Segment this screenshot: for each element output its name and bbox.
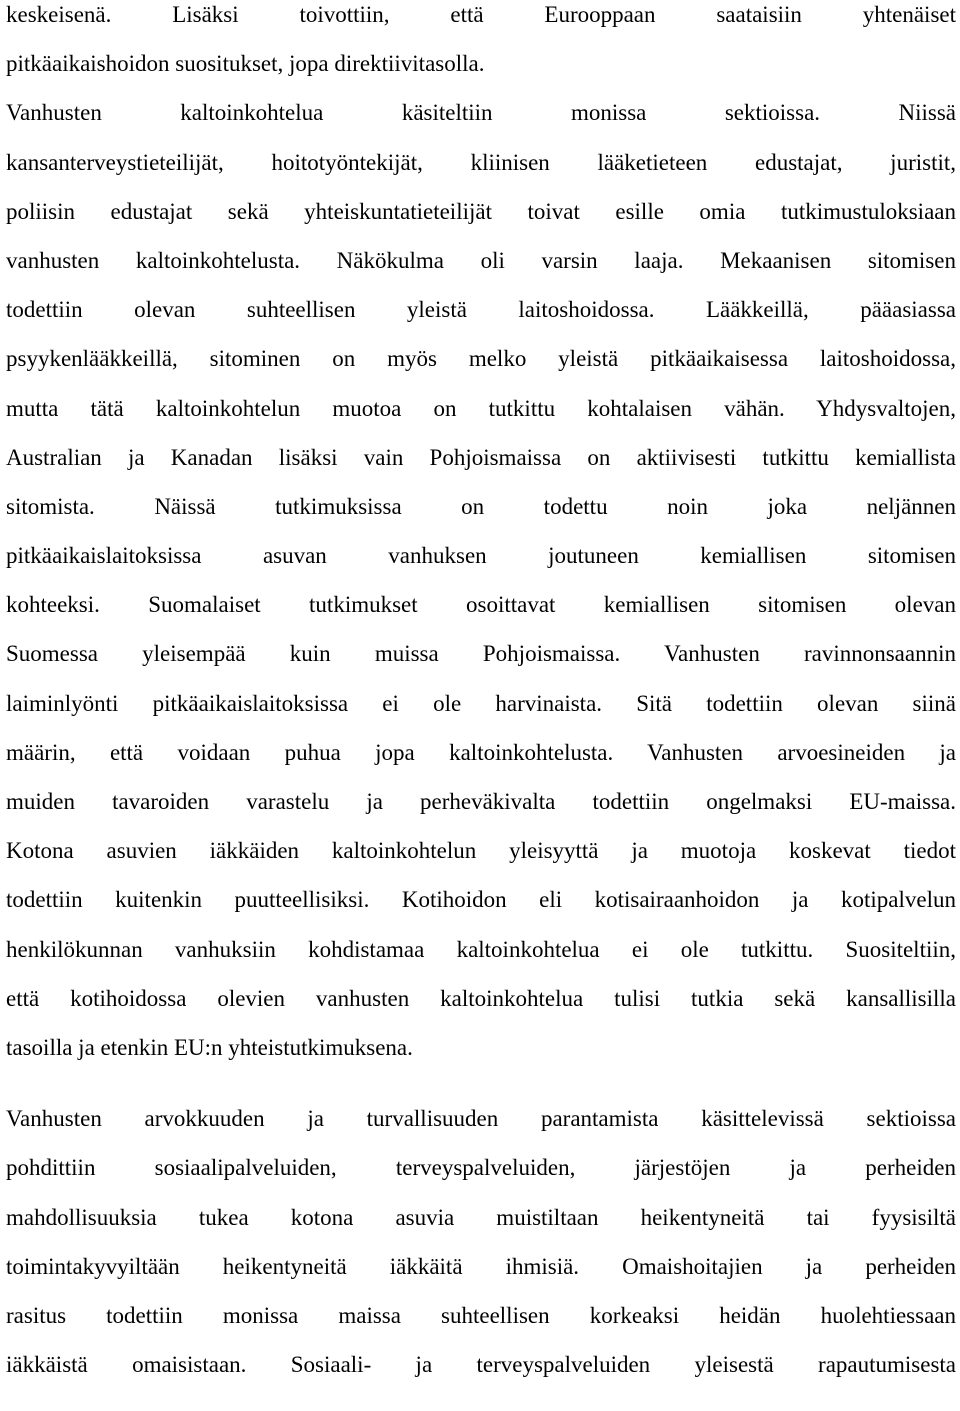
text-line: kansanterveystieteilijät, hoitotyöntekijät, kliinisen lääketieteen edustajat, juristit, <box>6 149 956 175</box>
text-line: todettiin olevan suhteellisen yleistä laitoshoidossa. Lääkkeillä, pääasiassa <box>6 297 956 323</box>
text-line: pitkäaikaishoidon suositukset, jopa direktiivitasolla. <box>6 51 485 77</box>
text-line: keskeisenä. Lisäksi toivottiin, että Eurooppaan saataisiin yhtenäiset <box>6 2 956 27</box>
text-line: poliisin edustajat sekä yhteiskuntatieteilijät toivat esille omia tutkimustuloksiaan <box>6 198 956 224</box>
paragraph-1 <box>6 0 956 98</box>
paragraph-gap <box>6 1082 956 1104</box>
text-line: iäkkäistä omaisistaan. Sosiaali- ja terveyspalveluiden yleisestä rapautumisesta <box>6 1352 956 1378</box>
text-line: henkilökunnan vanhuksiin kohdistamaa kaltoinkohtelua ei ole tutkittu. Suositeltiin, <box>6 936 956 962</box>
text-line: pitkäaikaislaitoksissa asuvan vanhuksen joutuneen kemiallisen sitomisen <box>6 543 956 569</box>
text-line: vanhusten kaltoinkohtelusta. Näkökulma oli varsin laaja. Mekaanisen sitomisen <box>6 247 956 273</box>
text-line: muiden tavaroiden varastelu ja perheväkivalta todettiin ongelmaksi EU-maissa. <box>6 789 956 814</box>
text-line: mahdollisuuksia tukea kotona asuvia muistiltaan heikentyneitä tai fyysisiltä <box>6 1204 956 1230</box>
text-line: laiminlyönti pitkäaikaislaitoksissa ei ole harvinaista. Sitä todettiin olevan siinä <box>6 690 956 716</box>
text-line: Vanhusten arvokkuuden ja turvallisuuden parantamista käsittelevissä sektioissa <box>6 1106 956 1132</box>
text-line: psyykenlääkkeillä, sitominen on myös melko yleistä pitkäaikaisessa laitoshoidossa, <box>6 346 956 372</box>
paragraph-3 <box>6 1104 956 1399</box>
text-line: tasoilla ja etenkin EU:n yhteistutkimuksena. <box>6 1034 413 1060</box>
text-line: toimintakyvyiltään heikentyneitä iäkkäitä ihmisiä. Omaishoitajien ja perheiden <box>6 1253 956 1279</box>
paragraph-2 <box>6 98 956 1082</box>
text-line: pohdittiin sosiaalipalveluiden, terveyspalveluiden, järjestöjen ja perheiden <box>6 1155 956 1181</box>
text-line: että kotihoidossa olevien vanhusten kaltoinkohtelua tulisi tutkia sekä kansallisilla <box>6 985 956 1011</box>
text-line: Australian ja Kanadan lisäksi vain Pohjoismaissa on aktiivisesti tutkittu kemiallista <box>6 444 956 470</box>
text-line: mutta tätä kaltoinkohtelun muotoa on tutkittu kohtalaisen vähän. Yhdysvaltojen, <box>6 395 956 421</box>
text-line: rasitus todettiin monissa maissa suhteellisen korkeaksi heidän huolehtiessaan <box>6 1302 956 1328</box>
text-line: Kotona asuvien iäkkäiden kaltoinkohtelun yleisyyttä ja muotoja koskevat tiedot <box>6 838 956 864</box>
text-line: Suomessa yleisempää kuin muissa Pohjoismaissa. Vanhusten ravinnonsaannin <box>6 641 956 667</box>
text-line: todettiin kuitenkin puutteellisiksi. Kotihoidon eli kotisairaanhoidon ja kotipalvelun <box>6 887 956 913</box>
text-line: määrin, että voidaan puhua jopa kaltoinkohtelusta. Vanhusten arvoesineiden ja <box>6 739 956 765</box>
text-line: Vanhusten kaltoinkohtelua käsiteltiin monissa sektioissa. Niissä <box>6 100 956 126</box>
text-line: sitomista. Näissä tutkimuksissa on todettu noin joka neljännen <box>6 493 956 519</box>
text-line: kohteeksi. Suomalaiset tutkimukset osoittavat kemiallisen sitomisen olevan <box>6 592 956 618</box>
document-page <box>6 0 956 1399</box>
